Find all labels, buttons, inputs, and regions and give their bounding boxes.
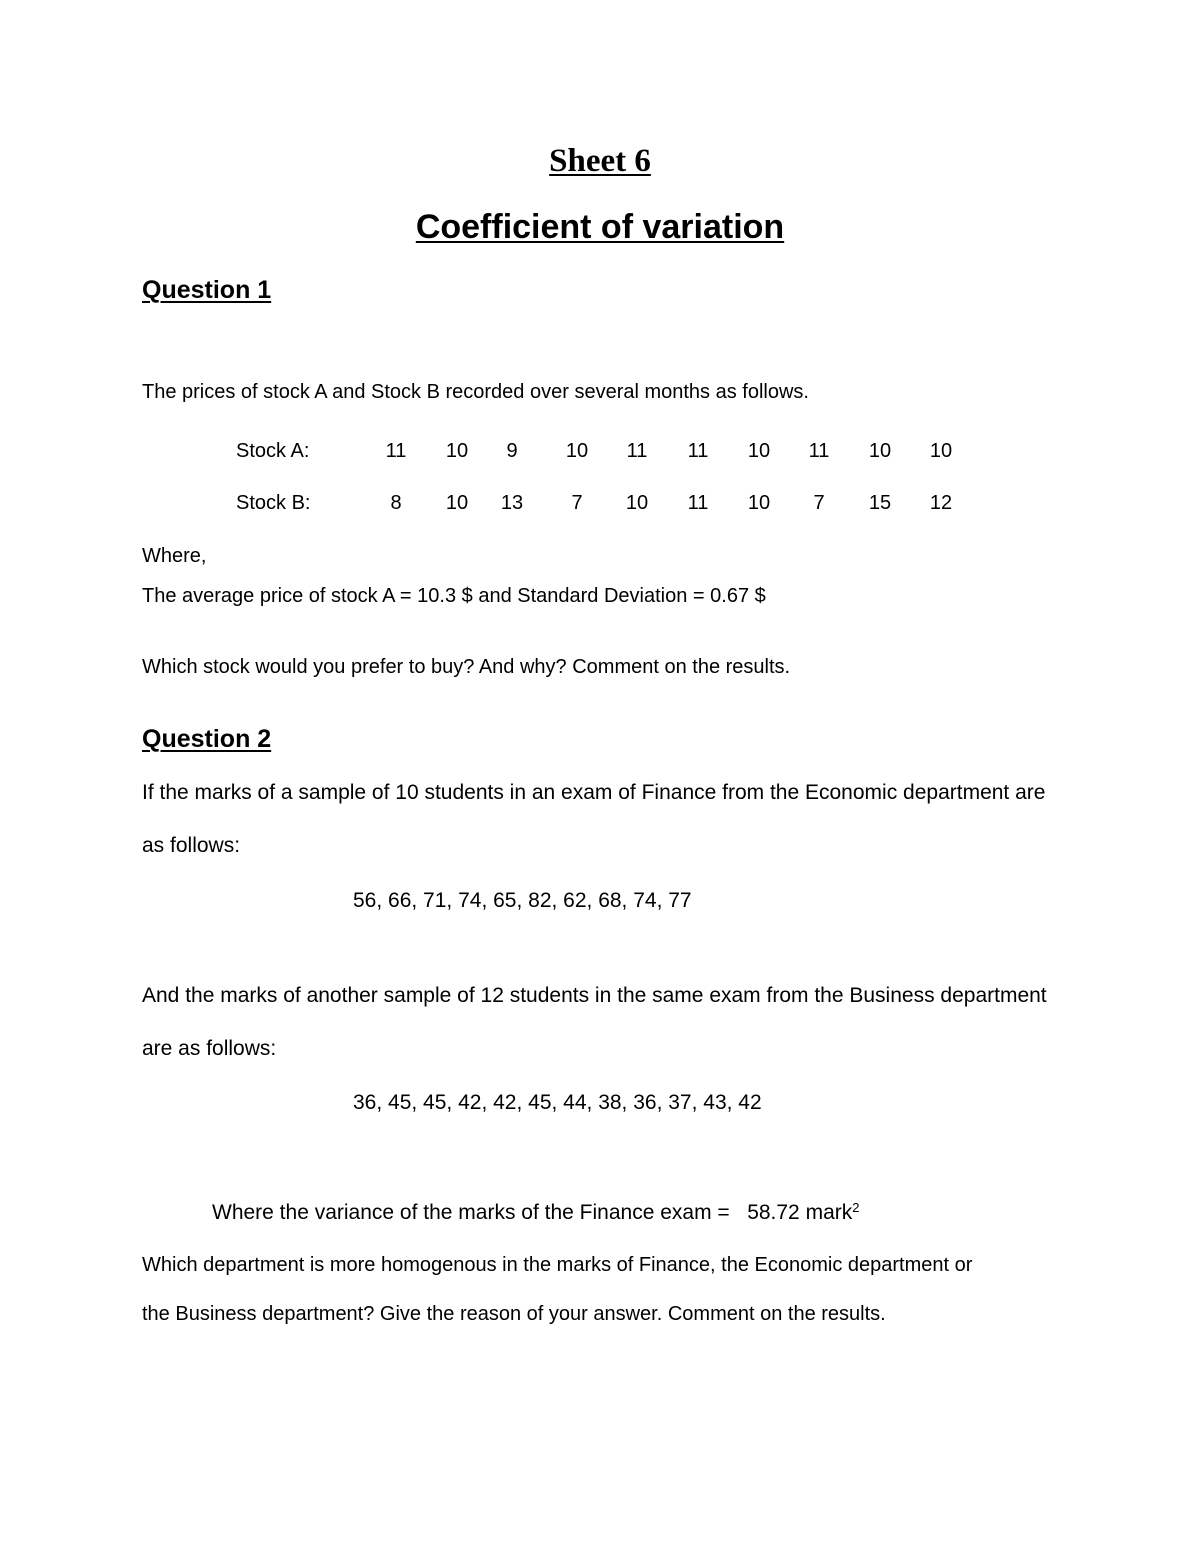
question-2-line-2: as follows:	[142, 834, 241, 857]
variance-value: 58.72 mark	[747, 1201, 853, 1224]
stock-value-cell: 10	[445, 492, 469, 514]
stock-value-cell: 13	[500, 492, 524, 514]
stock-a-label: Stock A:	[236, 440, 310, 462]
sheet-title: Sheet 6	[549, 143, 651, 179]
stock-value-cell: 10	[747, 492, 771, 514]
stock-value-cell: 9	[506, 440, 518, 462]
stock-value-cell: 7	[571, 492, 583, 514]
question-1-ask: Which stock would you prefer to buy? And why? Comment on the results.	[142, 656, 791, 678]
stock-value-cell: 11	[808, 440, 830, 462]
question-2-line-4: are as follows:	[142, 1037, 277, 1060]
stock-value-cell: 11	[687, 440, 709, 462]
question-1-given: The average price of stock A = 10.3 $ and Standard Deviation = 0.67 $	[142, 585, 766, 607]
question-2-line-1: If the marks of a sample of 10 students in an exam of Finance from the Economic department are	[142, 781, 1046, 804]
stock-value-cell: 11	[385, 440, 407, 462]
question-1-intro: The prices of stock A and Stock B recorded over several months as follows.	[142, 381, 809, 403]
question-2-line-3: And the marks of another sample of 12 students in the same exam from the Business department	[142, 984, 1047, 1007]
stock-value-cell: 11	[626, 440, 648, 462]
question-2-ask-2: the Business department? Give the reason of your answer. Comment on the results.	[142, 1303, 886, 1325]
where-label: Where,	[142, 545, 207, 567]
variance-exponent: 2	[852, 1200, 860, 1215]
question-2-ask-1: Which department is more homogenous in the marks of Finance, the Economic department or	[142, 1254, 973, 1276]
stock-value-cell: 10	[445, 440, 469, 462]
stock-value-cell: 8	[390, 492, 402, 514]
stock-value-cell: 15	[868, 492, 892, 514]
business-marks: 36, 45, 45, 42, 42, 45, 44, 38, 36, 37, 43, 42	[353, 1091, 762, 1114]
stock-value-cell: 11	[687, 492, 709, 514]
variance-text: Where the variance of the marks of the Finance exam =	[212, 1201, 730, 1224]
stock-value-cell: 10	[868, 440, 892, 462]
economic-marks: 56, 66, 71, 74, 65, 82, 62, 68, 74, 77	[353, 889, 692, 912]
stock-value-cell: 10	[747, 440, 771, 462]
stock-value-cell: 10	[929, 440, 953, 462]
question-2-heading: Question 2	[142, 725, 272, 753]
stock-value-cell: 7	[813, 492, 825, 514]
stock-value-cell: 12	[929, 492, 953, 514]
page-title: Coefficient of variation	[415, 208, 785, 246]
variance-statement	[212, 1200, 859, 1225]
stock-value-cell: 10	[625, 492, 649, 514]
stock-b-label: Stock B:	[236, 492, 311, 514]
question-1-heading: Question 1	[142, 276, 272, 304]
stock-value-cell: 10	[565, 440, 589, 462]
